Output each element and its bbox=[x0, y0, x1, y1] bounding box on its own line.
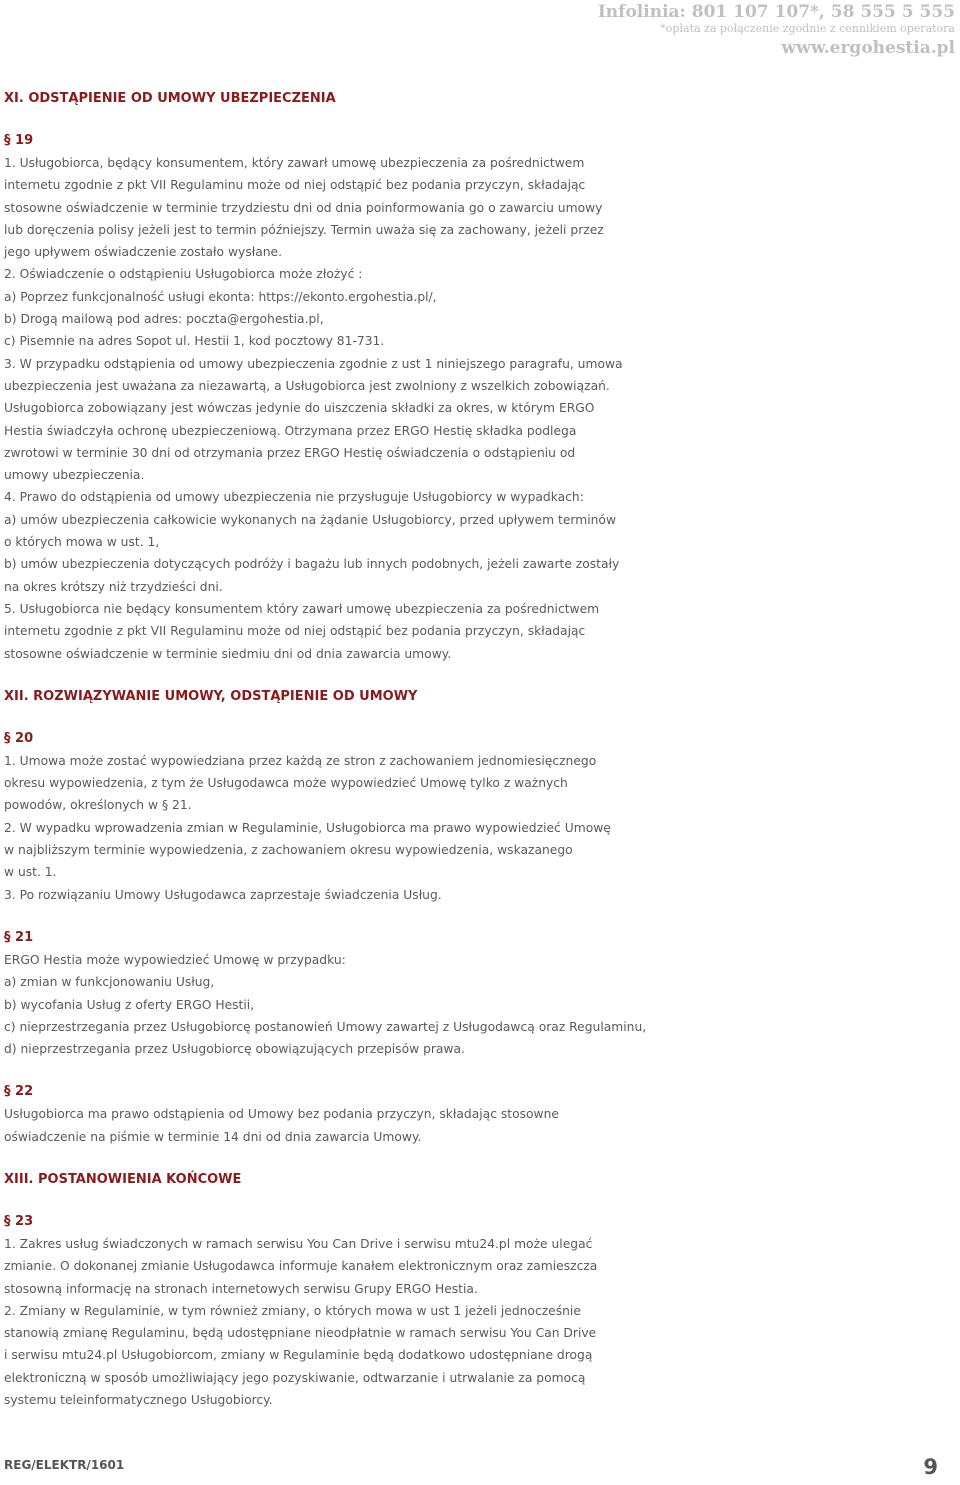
text-line: Usługobiorca zobowiązany jest wówczas jedynie do uiszczenia składki za okres, w którym ERGO bbox=[4, 401, 595, 416]
text-line: ubezpieczenia jest uważana za niezawartą, a Usługobiorca jest zwolniony z wszelkich zobowiązań. bbox=[4, 378, 610, 393]
hotline-text: Infolinia: 801 107 107*, 58 555 5 555 bbox=[597, 2, 955, 22]
text-line: 3. Po rozwiązaniu Umowy Usługodawca zaprzestaje świadczenia Usług. bbox=[4, 887, 442, 902]
text-line: zmianie. O dokonanej zmianie Usługodawca informuje kanałem elektronicznym oraz zamieszcza bbox=[4, 1259, 598, 1274]
text-line: w ust. 1. bbox=[4, 865, 57, 880]
text-line: b) wycofania Usług z oferty ERGO Hestii, bbox=[4, 997, 255, 1012]
text-line: 2. Oświadczenie o odstąpieniu Usługobiorca może złożyć : bbox=[4, 267, 363, 282]
website-link[interactable]: www.ergohestia.pl bbox=[781, 38, 955, 58]
text-line: a) zmian w funkcjonowaniu Usług, bbox=[4, 975, 215, 990]
text-line: a) umów ubezpieczenia całkowicie wykonanych na żądanie Usługobiorcy, przed upływem terminów bbox=[4, 512, 617, 527]
text-line: 5. Usługobiorca nie będący konsumentem który zawarł umowę ubezpieczenia za pośrednictwem bbox=[4, 601, 600, 616]
paragraph-21-heading: § 21 bbox=[4, 929, 34, 945]
text-line: b) Drogą mailową pod adres: poczta@ergohestia.pl, bbox=[4, 312, 324, 327]
paragraph-19-body bbox=[4, 152, 676, 665]
text-line: 1. Umowa może zostać wypowiedziana przez każdą ze stron z zachowaniem jednomiesięcznego bbox=[4, 753, 597, 768]
text-line: 2. Zmiany w Regulaminie, w tym również zmiany, o których mowa w ust 1 jeżeli jednocześnie bbox=[4, 1303, 581, 1318]
text-line: jego upływem oświadczenie zostało wysłane. bbox=[4, 245, 283, 260]
section-title-xiii: XIII. POSTANOWIENIA KOŃCOWE bbox=[4, 1171, 242, 1187]
text-line: zwrotowi w terminie 30 dni od otrzymania przez ERGO Hestię oświadczenia o odstąpieniu od bbox=[4, 445, 576, 460]
paragraph-20-heading: § 20 bbox=[4, 730, 34, 746]
text-line: o których mowa w ust. 1, bbox=[4, 535, 160, 550]
paragraph-19-heading: § 19 bbox=[4, 133, 34, 148]
text-line: b) umów ubezpieczenia dotyczących podróży i bagażu lub innych podobnych, jeżeli zawarte zostały bbox=[4, 557, 620, 572]
paragraph-20-body bbox=[4, 750, 676, 906]
text-line: stosowne oświadczenie w terminie trzydziestu dni od dnia poinformowania go o zawarciu umowy bbox=[4, 200, 603, 215]
text-line: internetu zgodnie z pkt VII Regulaminu może od niej odstąpić bez podania przyczyn, składając bbox=[4, 178, 586, 193]
text-line: Hestia świadczyła ochronę ubezpieczeniową. Otrzymana przez ERGO Hestię składka podlega bbox=[4, 423, 577, 438]
paragraph-23-heading: § 23 bbox=[4, 1213, 34, 1229]
text-line: stosowne oświadczenie w terminie siedmiu dni od dnia zawarcia umowy. bbox=[4, 646, 452, 661]
text-line: a) Poprzez funkcjonalność usługi ekonta: https://ekonto.ergohestia.pl/, bbox=[4, 289, 437, 304]
paragraph-22-heading: § 22 bbox=[4, 1084, 34, 1100]
text-line: c) nieprzestrzegania przez Usługobiorcę postanowień Umowy zawartej z Usługodawcą oraz Regulaminu, bbox=[4, 1019, 647, 1034]
text-line: Usługobiorca ma prawo odstąpienia od Umowy bez podania przyczyn, składając stosowne bbox=[4, 1107, 559, 1122]
header-contact bbox=[598, 2, 955, 59]
text-line: stosowną informację na stronach internetowych serwisu Grupy ERGO Hestia. bbox=[4, 1281, 478, 1296]
text-line: oświadczenie na piśmie w terminie 14 dni od dnia zawarcia Umowy. bbox=[4, 1129, 422, 1144]
section-title-xi: XI. ODSTĄPIENIE OD UMOWY UBEZPIECZENIA bbox=[4, 91, 336, 106]
text-line: c) Pisemnie na adres Sopot ul. Hestii 1, kod pocztowy 81-731. bbox=[4, 334, 385, 349]
text-line: systemu teleinformatycznego Usługobiorcy. bbox=[4, 1393, 273, 1408]
text-line: elektroniczną w sposób umożliwiający jego pozyskiwanie, odtwarzanie i utrwalanie za pomocą bbox=[4, 1370, 586, 1385]
page-number: 9 bbox=[923, 1455, 938, 1479]
text-line: stanowią zmianę Regulaminu, będą udostępniane nieodpłatnie w ramach serwisu You Can Drive bbox=[4, 1326, 597, 1341]
text-line: i serwisu mtu24.pl Usługobiorcom, zmiany w Regulaminie będą dodatkowo udostępniane drogą bbox=[4, 1348, 593, 1363]
text-line: d) nieprzestrzegania przez Usługobiorcę obowiązujących przepisów prawa. bbox=[4, 1042, 465, 1057]
text-line: w najbliższym terminie wypowiedzenia, z zachowaniem okresu wypowiedzenia, wskazanego bbox=[4, 843, 573, 858]
text-line: na okres krótszy niż trzydzieści dni. bbox=[4, 579, 223, 594]
text-line: okresu wypowiedzenia, z tym że Usługodawca może wypowiedzieć Umowę tylko z ważnych bbox=[4, 776, 568, 791]
text-line: 1. Usługobiorca, będący konsumentem, który zawarł umowę ubezpieczenia za pośrednictwem bbox=[4, 156, 585, 170]
text-line: powodów, określonych w § 21. bbox=[4, 798, 192, 813]
hotline-note: *opłata za połączenie zgodnie z cennikiem operatora bbox=[660, 22, 955, 35]
text-line: lub doręczenia polisy jeżeli jest to termin późniejszy. Termin uważa się za zachowany, jeżeli przez bbox=[4, 222, 604, 237]
text-line: 3. W przypadku odstąpienia od umowy ubezpieczenia zgodnie z ust 1 niniejszego paragrafu, umowa bbox=[4, 356, 623, 371]
text-line: umowy ubezpieczenia. bbox=[4, 468, 145, 483]
paragraph-23-body bbox=[4, 1233, 676, 1411]
text-line: 4. Prawo do odstąpienia od umowy ubezpieczenia nie przysługuje Usługobiorcy w wypadkach: bbox=[4, 490, 584, 505]
text-line: 2. W wypadku wprowadzenia zmian w Regulaminie, Usługobiorca ma prawo wypowiedzieć Umowę bbox=[4, 820, 611, 835]
text-line: ERGO Hestia może wypowiedzieć Umowę w przypadku: bbox=[4, 952, 346, 967]
text-line: internetu zgodnie z pkt VII Regulaminu może od niej odstąpić bez podania przyczyn, składając bbox=[4, 624, 586, 639]
text-line: 1. Zakres usług świadczonych w ramach serwisu You Can Drive i serwisu mtu24.pl może ulegać bbox=[4, 1236, 593, 1251]
document-code: REG/ELEKTR/1601 bbox=[4, 1458, 125, 1472]
document-body bbox=[4, 88, 676, 1411]
paragraph-21-body bbox=[4, 949, 676, 1060]
section-title-xii: XII. ROZWIĄZYWANIE UMOWY, ODSTĄPIENIE OD UMOWY bbox=[4, 688, 418, 704]
paragraph-22-body bbox=[4, 1103, 676, 1148]
